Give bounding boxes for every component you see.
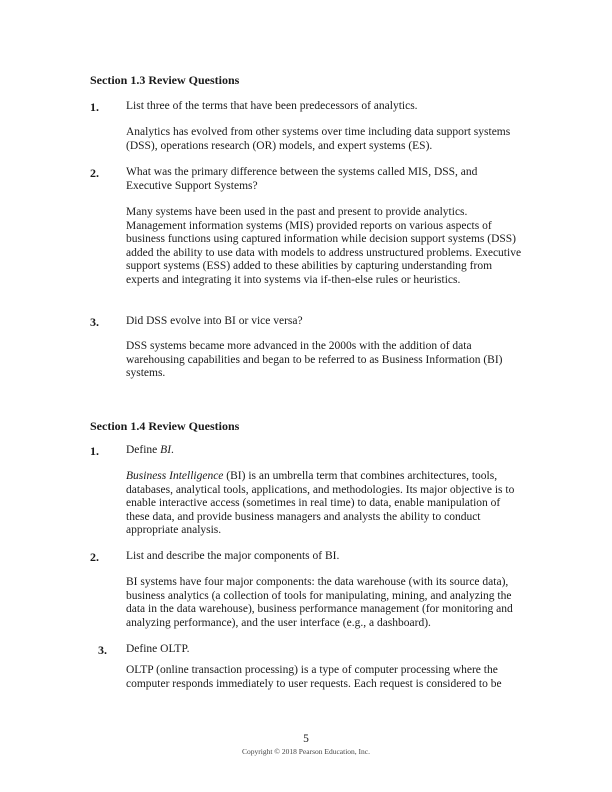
section-heading: Section 1.4 Review Questions [90,419,240,433]
question-number: 2. [90,166,99,180]
section-heading: Section 1.3 Review Questions [90,73,240,87]
question-text: Define OLTP. [126,643,190,655]
question-number: 3. [90,315,99,329]
answer-text: BI systems have four major components: the data warehouse (with its source data), business analytics (a collection of tools for manipulating, mining, and analyzing the data in the data warehouse), business performance management (for monitoring and analyzing performance), and the user interface (e.g., a dashboard). [126,576,513,629]
question-emphasis: BI [160,444,172,456]
answer-text: OLTP (online transaction processing) is a type of computer processing where the computer responds immediately to user requests. Each request is considered to be [126,664,502,690]
answer-text: Analytics has evolved from other systems over time including data support systems (DSS), operations research (OR) models, and expert systems (ES). [126,126,511,152]
page-number: 5 [303,733,309,745]
question-number: 3. [98,643,107,657]
answer-text [126,470,526,538]
question-text: Did DSS evolve into BI or vice versa? [126,315,303,327]
question-number: 1. [90,444,99,458]
question-text: List and describe the major components of BI. [126,550,340,562]
answer-body: (BI) is an umbrella term that combines architectures, tools, databases, analytical tools, applications, and methodologies. Its major objective is to enable interactive access (sometimes in real time) to data, enable manipulation of these data, and provide business managers and analysts the ability to conduct appropriate analysis. [126,470,515,537]
answer-emphasis: Business Intelligence [126,470,224,482]
question-text: What was the primary difference between the systems called MIS, DSS, and Executive Support Systems? [126,166,478,192]
answer-text: DSS systems became more advanced in the 2000s with the addition of data warehousing capabilities and began to be referred to as Business Information (BI) systems. [126,340,503,380]
answer-text: Many systems have been used in the past and present to provide analytics. Management information systems (MIS) provided reports on various aspects of business functions using captured information while decision support systems (DSS) added the ability to use data with models to address unstructured problems. Executive support systems (ESS) added to these abilities by capturing understanding from experts and integrating it into systems via if-then-else rules or heuristics. [126,206,522,286]
copyright-notice: Copyright © 2018 Pearson Education, Inc. [242,747,370,756]
question-number: 2. [90,550,99,564]
question-text: List three of the terms that have been predecessors of analytics. [126,100,418,112]
question-text [126,444,526,458]
question-suffix: . [171,444,174,456]
question-number: 1. [90,100,99,114]
question-prefix: Define [126,444,161,456]
